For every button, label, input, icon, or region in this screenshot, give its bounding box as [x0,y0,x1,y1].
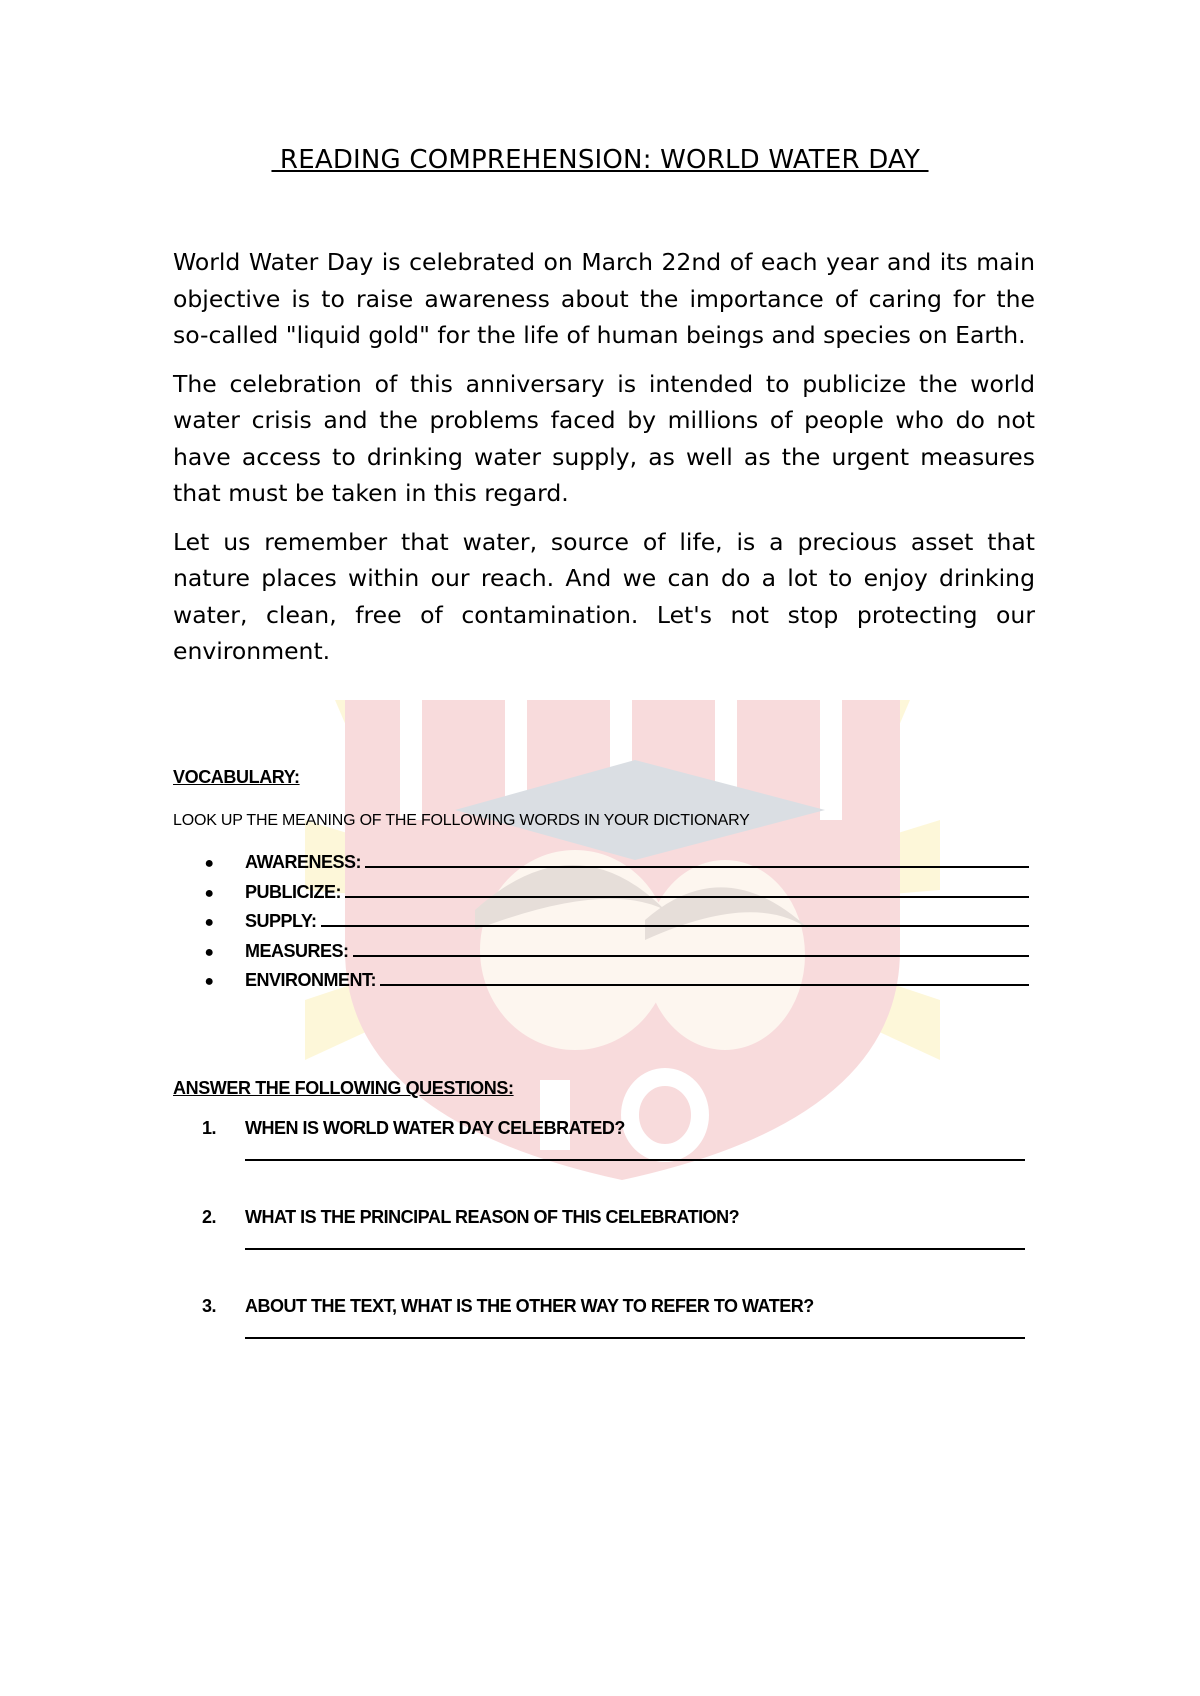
question-text: WHAT IS THE PRINCIPAL REASON OF THIS CELEBRATION? [245,1207,740,1227]
answer-blank[interactable] [345,882,1029,898]
answer-blank[interactable] [365,852,1029,868]
question-item [173,1207,1043,1296]
bullet-icon: ● [204,973,214,990]
vocabulary-item [173,852,1043,882]
question-item [173,1296,1043,1385]
answer-line[interactable] [245,1248,1025,1250]
vocabulary-instruction: LOOK UP THE MEANING OF THE FOLLOWING WORDS IN YOUR DICTIONARY [173,812,750,829]
answer-line[interactable] [245,1159,1025,1161]
passage-paragraph: World Water Day is celebrated on March 22nd of each year and its main objective is to raise awareness about the importance of caring for the so-called "liquid gold" for the life of human beings and species on Earth. [173,248,1035,349]
vocabulary-list [173,852,1043,1000]
bullet-icon: ● [204,943,214,961]
passage-paragraph: The celebration of this anniversary is intended to publicize the world water crisis and the problems faced by millions of people who do not have access to drinking water supply, as well as the urgent measures that must be taken in this regard. [173,369,1035,507]
vocabulary-word: SUPPLY: [245,911,317,931]
question-number: 3. [201,1296,216,1316]
page-title: READING COMPREHENSION: WORLD WATER DAY [271,145,929,175]
vocabulary-heading: VOCABULARY: [173,767,300,787]
passage-paragraph: Let us remember that water, source of life, is a precious asset that nature places within our reach. And we can do a lot to enjoy drinking water, clean, free of contamination. Let's not stop protecting our environment. [173,527,1035,665]
answer-blank[interactable] [380,970,1029,986]
vocabulary-item [173,882,1043,912]
bullet-icon: ● [204,914,214,931]
vocabulary-item [173,911,1043,941]
answer-blank[interactable] [353,941,1029,957]
vocabulary-item [173,970,1043,1000]
bullet-icon: ● [204,884,214,902]
question-number: 1. [201,1118,216,1138]
vocabulary-word: AWARENESS: [245,852,362,872]
answer-line[interactable] [245,1337,1025,1339]
bullet-icon: ● [204,855,214,872]
reading-passage [173,244,1035,682]
question-item [173,1118,1043,1207]
vocabulary-word: MEASURES: [245,940,349,961]
question-number: 2. [201,1207,216,1227]
question-text: ABOUT THE TEXT, WHAT IS THE OTHER WAY TO REFER TO WATER? [245,1296,814,1316]
vocabulary-item [173,941,1043,971]
question-text: WHEN IS WORLD WATER DAY CELEBRATED? [245,1118,625,1138]
vocabulary-word: PUBLICIZE: [245,881,341,902]
answer-blank[interactable] [321,911,1029,927]
question-list [173,1118,1043,1385]
vocabulary-word: ENVIRONMENT: [245,970,377,990]
questions-heading: ANSWER THE FOLLOWING QUESTIONS: [173,1078,514,1098]
